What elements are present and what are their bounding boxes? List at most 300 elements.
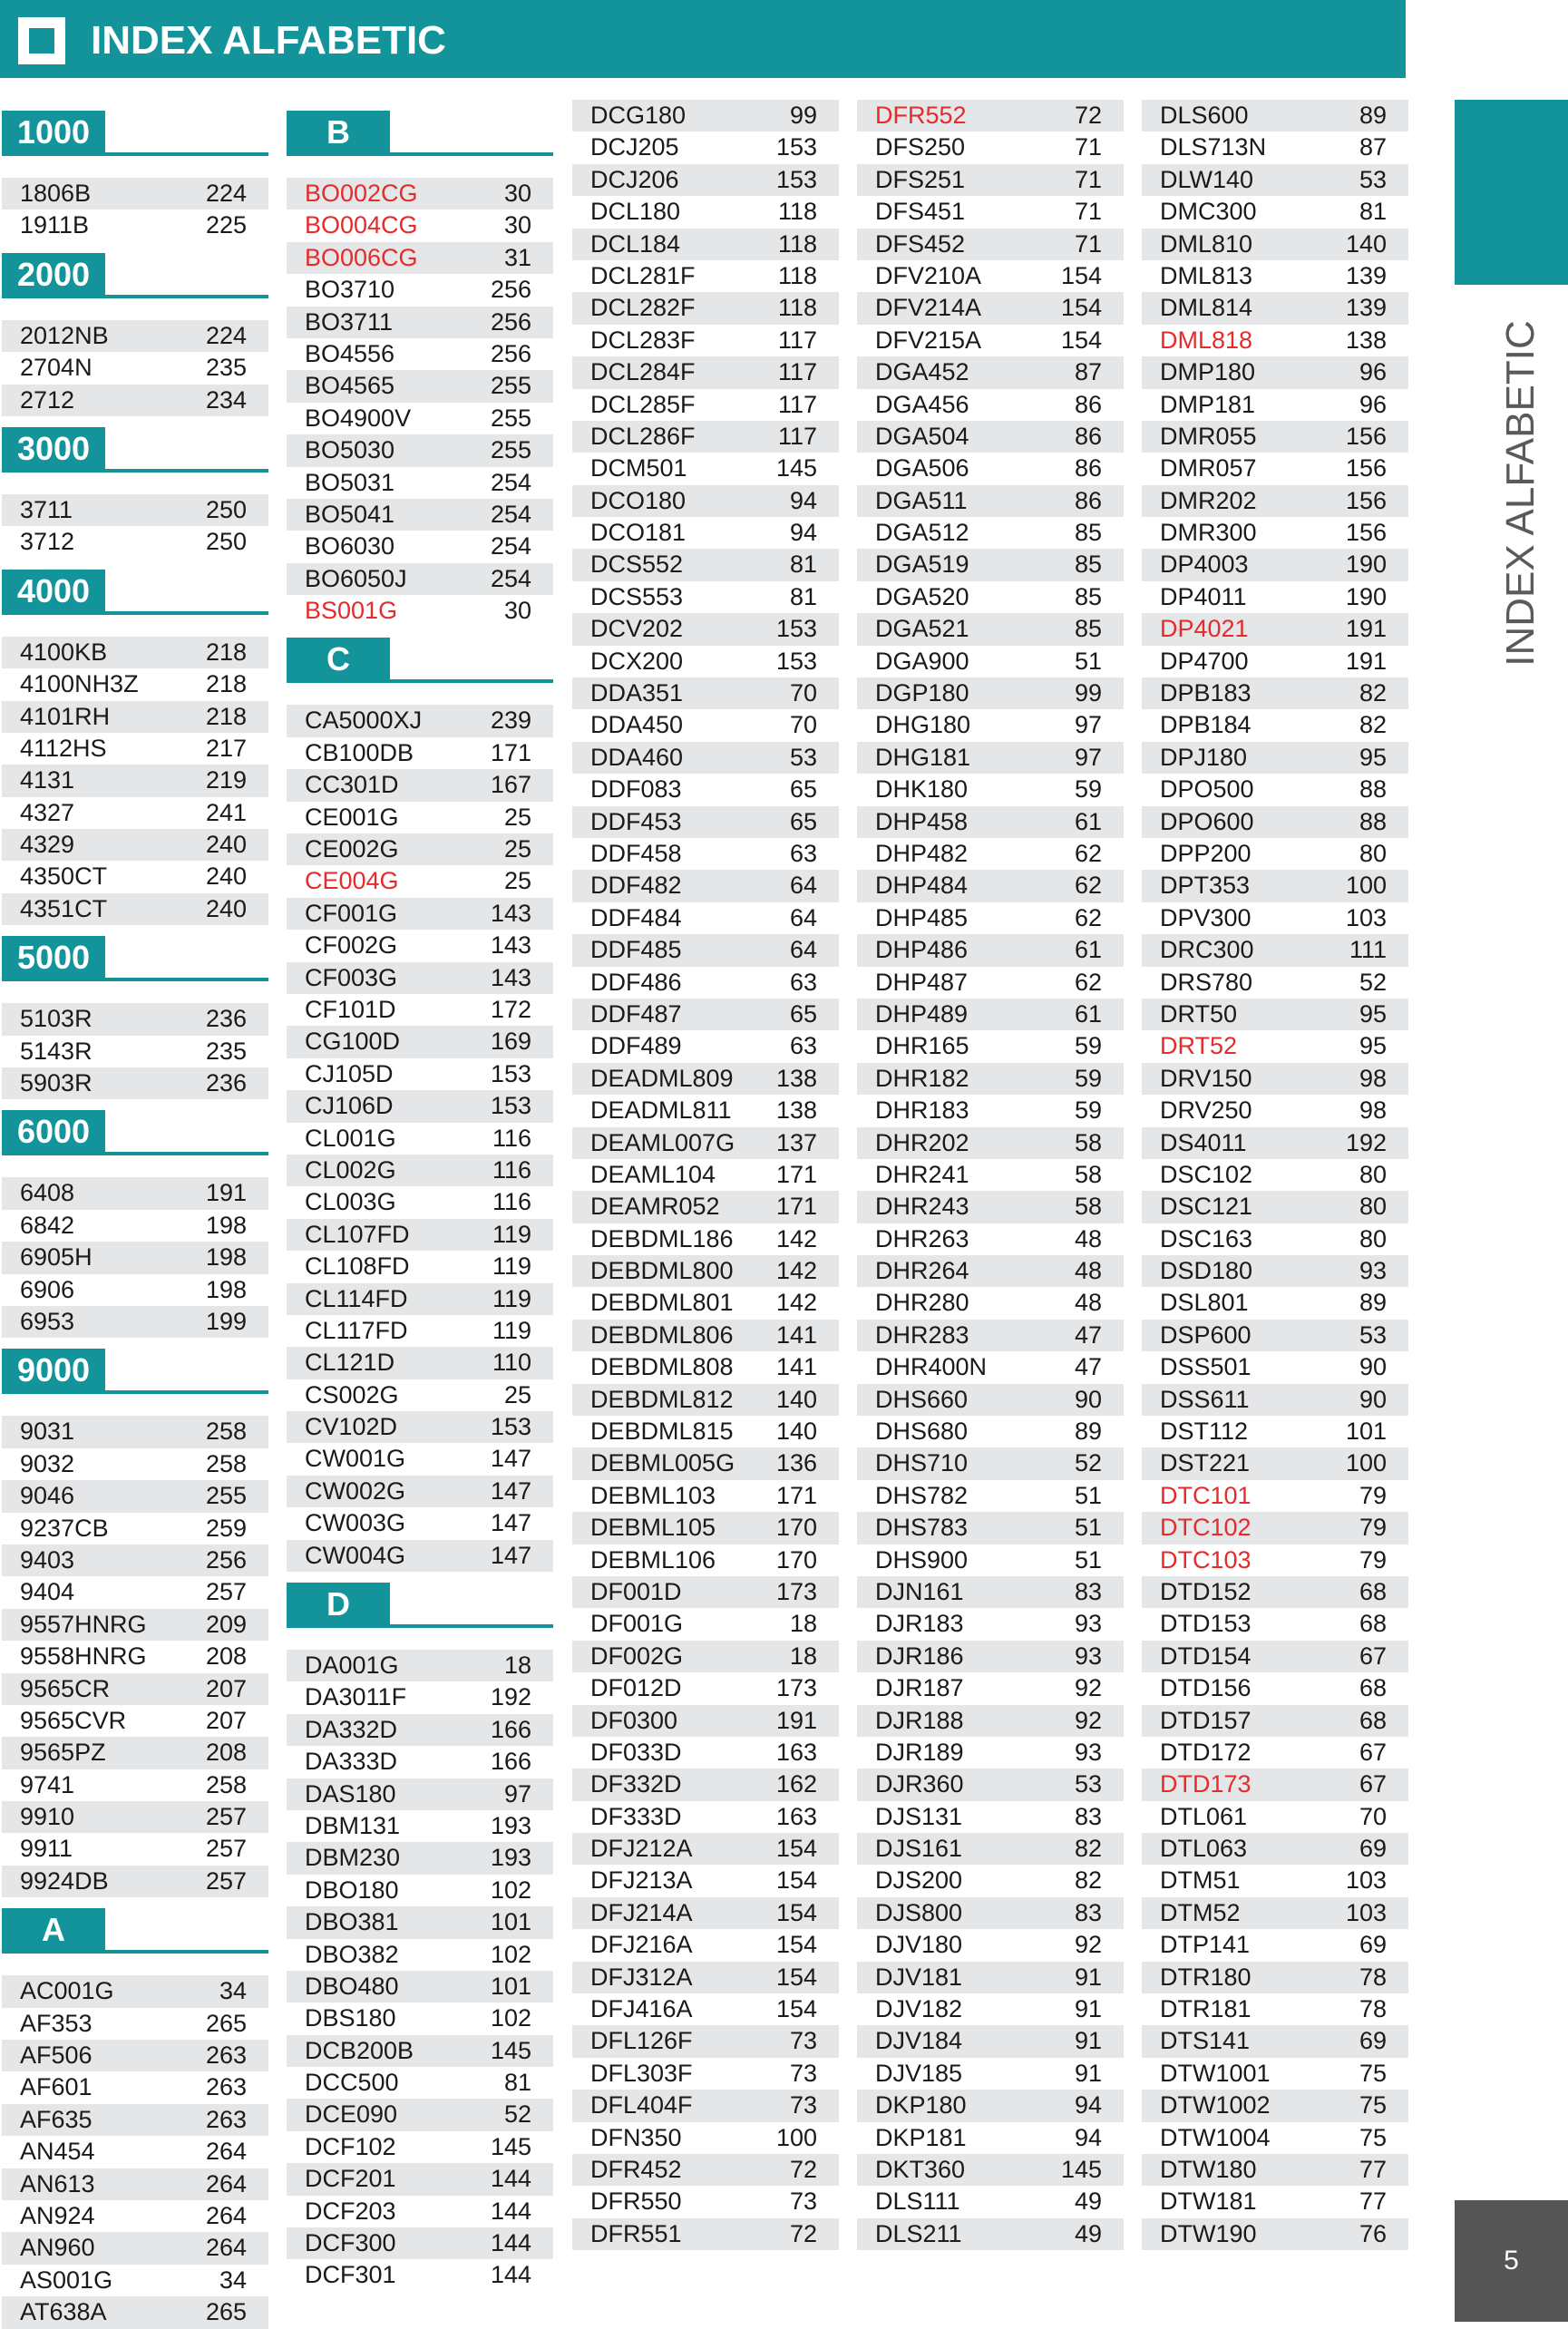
page-ref: 31 [503, 243, 531, 271]
product-code: DF001G [590, 1610, 684, 1638]
product-code: DMR055 [1160, 422, 1257, 450]
page-ref: 147 [490, 1541, 531, 1569]
section-header [2, 1099, 268, 1177]
product-code: DST112 [1160, 1418, 1249, 1446]
page-ref: 217 [205, 734, 247, 762]
index-entry [857, 1737, 1124, 1769]
product-code: DTC103 [1160, 1545, 1251, 1574]
product-code: CJ106D [305, 1092, 394, 1120]
index-entry [572, 1833, 839, 1865]
page-ref: 83 [1074, 1577, 1102, 1605]
index-entry [572, 1769, 839, 1800]
index-entry [572, 1030, 839, 1062]
section-rule [2, 1390, 268, 1394]
index-entry [572, 902, 839, 934]
product-code: DTS141 [1160, 2027, 1251, 2055]
index-entry [1142, 1287, 1408, 1319]
page-ref: 94 [1074, 2123, 1102, 2151]
index-entry [1142, 485, 1408, 517]
product-code: DEBML103 [590, 1481, 716, 1509]
index-entry [2, 1242, 268, 1273]
product-code: AF635 [20, 2105, 93, 2133]
index-entry [572, 774, 839, 805]
index-entry [857, 421, 1124, 453]
page-ref: 77 [1359, 2156, 1387, 2183]
product-code: DFJ416A [590, 1995, 693, 2023]
page-ref: 69 [1359, 1931, 1387, 1959]
page-ref: 64 [789, 872, 817, 900]
index-entry [287, 210, 553, 241]
page-ref: 69 [1359, 1835, 1387, 1863]
index-entry [2, 352, 268, 384]
index-entry [857, 1127, 1124, 1159]
page-ref: 154 [1060, 261, 1102, 289]
section-label: 3000 [2, 427, 105, 471]
page-ref: 100 [1345, 1449, 1387, 1477]
index-entry [572, 2154, 839, 2186]
product-code: CL117FD [305, 1316, 408, 1344]
product-code: DHR280 [875, 1289, 969, 1317]
page-ref: 191 [205, 1179, 247, 1207]
page-ref: 145 [490, 2036, 531, 2064]
page-ref: 70 [789, 711, 817, 739]
product-code: DTD153 [1160, 1610, 1251, 1638]
product-code: DCF301 [305, 2261, 396, 2289]
page-ref: 81 [789, 551, 817, 579]
product-code: CL121D [305, 1349, 395, 1377]
page-ref: 170 [775, 1514, 817, 1542]
product-code: CE004G [305, 867, 399, 895]
product-code: DCL284F [590, 358, 696, 386]
page-ref: 241 [205, 798, 247, 826]
page-ref: 85 [1074, 551, 1102, 579]
product-code: DAS180 [305, 1779, 396, 1808]
index-entry [572, 1897, 839, 1929]
index-entry [857, 1095, 1124, 1126]
page-ref: 73 [789, 2091, 817, 2119]
product-code: DJS131 [875, 1802, 963, 1830]
index-entry [857, 2186, 1124, 2217]
index-entry [287, 2259, 553, 2291]
page-ref: 93 [1074, 1610, 1102, 1638]
page-ref: 62 [1074, 968, 1102, 996]
index-entry [287, 962, 553, 994]
product-code: DCO180 [590, 486, 687, 514]
index-entry [287, 531, 553, 562]
product-code: DEBDML801 [590, 1289, 734, 1317]
index-entry [857, 485, 1124, 517]
page-ref: 154 [775, 1995, 817, 2023]
section-rule [2, 1152, 268, 1155]
product-code: 2012NB [20, 321, 109, 349]
index-entry [572, 2090, 839, 2121]
product-code: DCE090 [305, 2100, 398, 2129]
product-code: AN613 [20, 2169, 95, 2197]
page-ref: 116 [492, 1124, 531, 1152]
product-code: DCJ205 [590, 133, 679, 161]
section-header [287, 1572, 553, 1650]
product-code: DTP141 [1160, 1931, 1251, 1959]
page-ref: 103 [1345, 1898, 1387, 1926]
index-entry [1142, 934, 1408, 966]
index-entry [572, 2058, 839, 2090]
product-code: CW001G [305, 1445, 406, 1473]
index-entry [2, 637, 268, 668]
product-code: 5143R [20, 1037, 93, 1065]
product-code: DFV210A [875, 261, 982, 289]
product-code: DJV185 [875, 2059, 963, 2087]
index-entry [287, 1283, 553, 1315]
page-ref: 250 [205, 495, 247, 523]
index-entry [572, 1705, 839, 1737]
product-code: DTM51 [1160, 1866, 1241, 1895]
index-entry [1142, 1512, 1408, 1544]
page-ref: 257 [205, 1803, 247, 1831]
index-entry [572, 1737, 839, 1769]
product-code: DTR181 [1160, 1995, 1251, 2023]
index-entry [1142, 1705, 1408, 1737]
index-entry [287, 563, 553, 595]
section-rule [287, 1624, 553, 1628]
page-ref: 89 [1074, 1418, 1102, 1446]
index-entry [857, 742, 1124, 774]
product-code: DHS660 [875, 1385, 969, 1413]
index-entry [572, 1159, 839, 1191]
index-entry [1142, 2122, 1408, 2154]
index-entry [2, 1177, 268, 1209]
index-entry [2, 178, 268, 210]
page-ref: 102 [490, 1876, 531, 1904]
index-entry [287, 1650, 553, 1681]
product-code: DHP489 [875, 999, 969, 1028]
index-entry [2, 1210, 268, 1242]
product-code: DSS611 [1160, 1385, 1250, 1413]
page-ref: 80 [1359, 1224, 1387, 1252]
section-header [2, 416, 268, 494]
page-ref: 62 [1074, 839, 1102, 867]
product-code: DHP484 [875, 872, 969, 900]
index-entry [2, 1480, 268, 1512]
index-entry [287, 1123, 553, 1155]
index-entry [857, 2218, 1124, 2250]
index-entry [1142, 1672, 1408, 1704]
index-entry [1142, 1030, 1408, 1062]
page-ref: 258 [205, 1449, 247, 1477]
index-entry [572, 2122, 839, 2154]
product-code: 1911B [20, 211, 90, 239]
product-code: DTC102 [1160, 1514, 1251, 1542]
page-ref: 30 [503, 180, 531, 207]
product-code: CG100D [305, 1028, 401, 1056]
product-code: 9924DB [20, 1866, 109, 1895]
product-code: CA5000XJ [305, 706, 423, 735]
page-ref: 72 [789, 2219, 817, 2247]
product-code: DDA351 [590, 679, 684, 707]
product-code: DTC101 [1160, 1481, 1251, 1509]
page-ref: 98 [1359, 1096, 1387, 1125]
index-entry [572, 1576, 839, 1608]
page-ref: 65 [789, 807, 817, 835]
product-code: DEADML809 [590, 1064, 734, 1092]
page-ref: 51 [1074, 1514, 1102, 1542]
index-entry [572, 646, 839, 677]
index-entry [1142, 1769, 1408, 1800]
index-entry [857, 132, 1124, 163]
product-code: CV102D [305, 1413, 398, 1441]
page-ref: 61 [1074, 999, 1102, 1028]
product-code: DGA504 [875, 422, 969, 450]
product-code: DRC300 [1160, 936, 1254, 964]
product-code: 6408 [20, 1179, 75, 1207]
product-code: DMP180 [1160, 358, 1256, 386]
product-code: 4327 [20, 798, 75, 826]
page-ref: 264 [205, 2138, 247, 2166]
index-entry [287, 1219, 553, 1251]
index-entry [1142, 549, 1408, 580]
index-entry [1142, 1447, 1408, 1479]
index-entry [857, 1223, 1124, 1255]
page-ref: 118 [777, 198, 817, 226]
index-entry [1142, 870, 1408, 901]
index-entry [572, 1320, 839, 1351]
product-code: DRT50 [1160, 999, 1238, 1028]
index-entry [287, 1026, 553, 1057]
index-entry [1142, 325, 1408, 356]
product-code: DEBDML800 [590, 1257, 734, 1285]
product-code: 4112HS [20, 734, 107, 762]
product-code: DF002G [590, 1642, 684, 1670]
page-ref: 102 [490, 1940, 531, 1968]
page-ref: 48 [1074, 1289, 1102, 1317]
product-code: 6953 [20, 1307, 75, 1335]
index-entry [572, 870, 839, 901]
product-code: DDF486 [590, 968, 682, 996]
index-entry [287, 1875, 553, 1906]
page-title: INDEX ALFABETIC [91, 18, 446, 63]
index-entry [572, 100, 839, 132]
product-code: DTW190 [1160, 2219, 1257, 2247]
page-ref: 264 [205, 2201, 247, 2229]
product-code: DTW1001 [1160, 2059, 1271, 2087]
product-code: BO5031 [305, 468, 395, 496]
side-label-text: INDEX ALFABETIC [1498, 320, 1543, 667]
page-ref: 81 [1359, 198, 1387, 226]
page-ref: 254 [490, 564, 531, 592]
page-ref: 72 [1074, 102, 1102, 129]
page-ref: 71 [1074, 133, 1102, 161]
product-code: BO6030 [305, 532, 395, 560]
page-ref: 193 [490, 1811, 531, 1839]
page-ref: 73 [789, 2027, 817, 2055]
page-header [0, 0, 1406, 78]
product-code: DHG180 [875, 711, 971, 739]
product-code: 5903R [20, 1069, 93, 1097]
index-entry [857, 1801, 1124, 1833]
index-entry [857, 902, 1124, 934]
product-code: 2704N [20, 354, 93, 382]
product-code: 9031 [20, 1418, 75, 1446]
index-entry [857, 100, 1124, 132]
product-code: AF353 [20, 2009, 93, 2037]
page-ref: 256 [490, 276, 531, 304]
index-entry [572, 1351, 839, 1383]
page-ref: 263 [205, 2042, 247, 2070]
index-entry [572, 1223, 839, 1255]
product-code: DEBDML806 [590, 1320, 734, 1349]
index-entry [857, 677, 1124, 709]
product-code: DGA506 [875, 454, 969, 482]
index-entry [1142, 1191, 1408, 1223]
page-ref: 61 [1074, 936, 1102, 964]
page-ref: 141 [775, 1353, 817, 1381]
product-code: DBO381 [305, 1908, 399, 1936]
product-code: DCL285F [590, 390, 696, 418]
product-code: DJS800 [875, 1898, 963, 1926]
page-ref: 119 [492, 1220, 531, 1248]
product-code: DDF487 [590, 999, 682, 1028]
section-label: 1000 [2, 111, 105, 154]
index-entry [287, 1443, 553, 1475]
page-ref: 87 [1074, 358, 1102, 386]
index-entry [572, 356, 839, 388]
index-entry [287, 2131, 553, 2163]
page-ref: 47 [1074, 1353, 1102, 1381]
product-code: DP4011 [1160, 582, 1247, 610]
page-ref: 258 [205, 1418, 247, 1446]
index-entry [572, 196, 839, 228]
index-entry [287, 1155, 553, 1186]
index-entry [857, 1191, 1124, 1223]
page-ref: 163 [775, 1802, 817, 1830]
page-ref: 102 [490, 2004, 531, 2032]
page-ref: 198 [205, 1243, 247, 1272]
product-code: DJV180 [875, 1931, 963, 1959]
page-ref: 256 [490, 339, 531, 367]
index-entry [2, 733, 268, 765]
product-code: DPB184 [1160, 711, 1251, 739]
product-code: CW002G [305, 1476, 406, 1505]
page-ref: 167 [490, 771, 531, 799]
index-entry [287, 1714, 553, 1746]
page-ref: 265 [205, 2298, 247, 2326]
page-ref: 144 [490, 2261, 531, 2289]
page-ref: 91 [1074, 1963, 1102, 1991]
product-code: BO3710 [305, 276, 395, 304]
product-code: DCL281F [590, 261, 696, 289]
product-code: 4100KB [20, 638, 108, 666]
page-ref: 153 [775, 615, 817, 643]
index-entry [1142, 967, 1408, 999]
product-code: 9557HNRG [20, 1610, 147, 1638]
page-ref: 53 [789, 743, 817, 771]
page-ref: 97 [503, 1779, 531, 1808]
page-ref: 255 [490, 372, 531, 400]
index-entry [572, 2186, 839, 2217]
index-entry [572, 806, 839, 838]
index-entry [857, 613, 1124, 645]
page-ref: 85 [1074, 582, 1102, 610]
index-entry [857, 2154, 1124, 2186]
product-code: BO6050J [305, 564, 407, 592]
product-code: DLS713N [1160, 133, 1267, 161]
page-ref: 116 [492, 1188, 531, 1216]
product-code: DLS211 [875, 2219, 962, 2247]
index-entry [572, 421, 839, 453]
product-code: DMR057 [1160, 454, 1257, 482]
product-code: DDF484 [590, 903, 682, 931]
index-entry [2, 2040, 268, 2071]
page-ref: 48 [1074, 1224, 1102, 1252]
page-ref: 90 [1359, 1385, 1387, 1413]
index-entry [572, 967, 839, 999]
product-code: DST221 [1160, 1449, 1251, 1477]
index-entry [2, 701, 268, 733]
index-column-2 [287, 100, 553, 2289]
product-code: DHS680 [875, 1418, 969, 1446]
section-header [2, 100, 268, 178]
section-header [2, 242, 268, 320]
index-entry [1142, 1320, 1408, 1351]
index-entry [572, 1512, 839, 1544]
page-ref: 95 [1359, 1032, 1387, 1060]
product-code: DCL282F [590, 294, 696, 322]
section-label: C [287, 638, 390, 681]
product-code: DMR300 [1160, 519, 1257, 547]
page-ref: 171 [490, 738, 531, 766]
index-entry [857, 581, 1124, 613]
index-entry [287, 2099, 553, 2130]
index-entry [1142, 1063, 1408, 1095]
index-entry [287, 1746, 553, 1778]
index-entry [572, 709, 839, 741]
page-ref: 224 [205, 321, 247, 349]
index-entry [1142, 581, 1408, 613]
product-code: BO4900V [305, 404, 412, 432]
page-ref: 82 [1359, 711, 1387, 739]
product-code: DHP485 [875, 903, 969, 931]
index-entry [1142, 1576, 1408, 1608]
product-code: DTM52 [1160, 1898, 1241, 1926]
product-code: BO5041 [305, 500, 395, 528]
page-ref: 75 [1359, 2059, 1387, 2087]
product-code: DGA520 [875, 582, 969, 610]
page-ref: 153 [490, 1059, 531, 1087]
product-code: DFJ216A [590, 1931, 693, 1959]
index-entry [1142, 2218, 1408, 2250]
page-ref: 143 [490, 899, 531, 927]
index-entry [287, 1186, 553, 1218]
index-entry [572, 999, 839, 1030]
page-ref: 117 [777, 358, 817, 386]
index-entry [2, 2071, 268, 2103]
index-entry [857, 2025, 1124, 2057]
product-code: DHS783 [875, 1514, 969, 1542]
index-entry [857, 838, 1124, 870]
product-code: DSS501 [1160, 1353, 1251, 1381]
page-ref: 90 [1074, 1385, 1102, 1413]
product-code: DHS900 [875, 1545, 969, 1574]
page-ref: 101 [490, 1908, 531, 1936]
product-code: DCB200B [305, 2036, 414, 2064]
index-entry [572, 1993, 839, 2025]
product-code: DMR202 [1160, 486, 1257, 514]
page-ref: 240 [205, 894, 247, 922]
page-ref: 235 [205, 354, 247, 382]
index-entry [287, 769, 553, 801]
product-code: 4329 [20, 831, 75, 859]
index-entry [1142, 1993, 1408, 2025]
page-ref: 71 [1074, 198, 1102, 226]
